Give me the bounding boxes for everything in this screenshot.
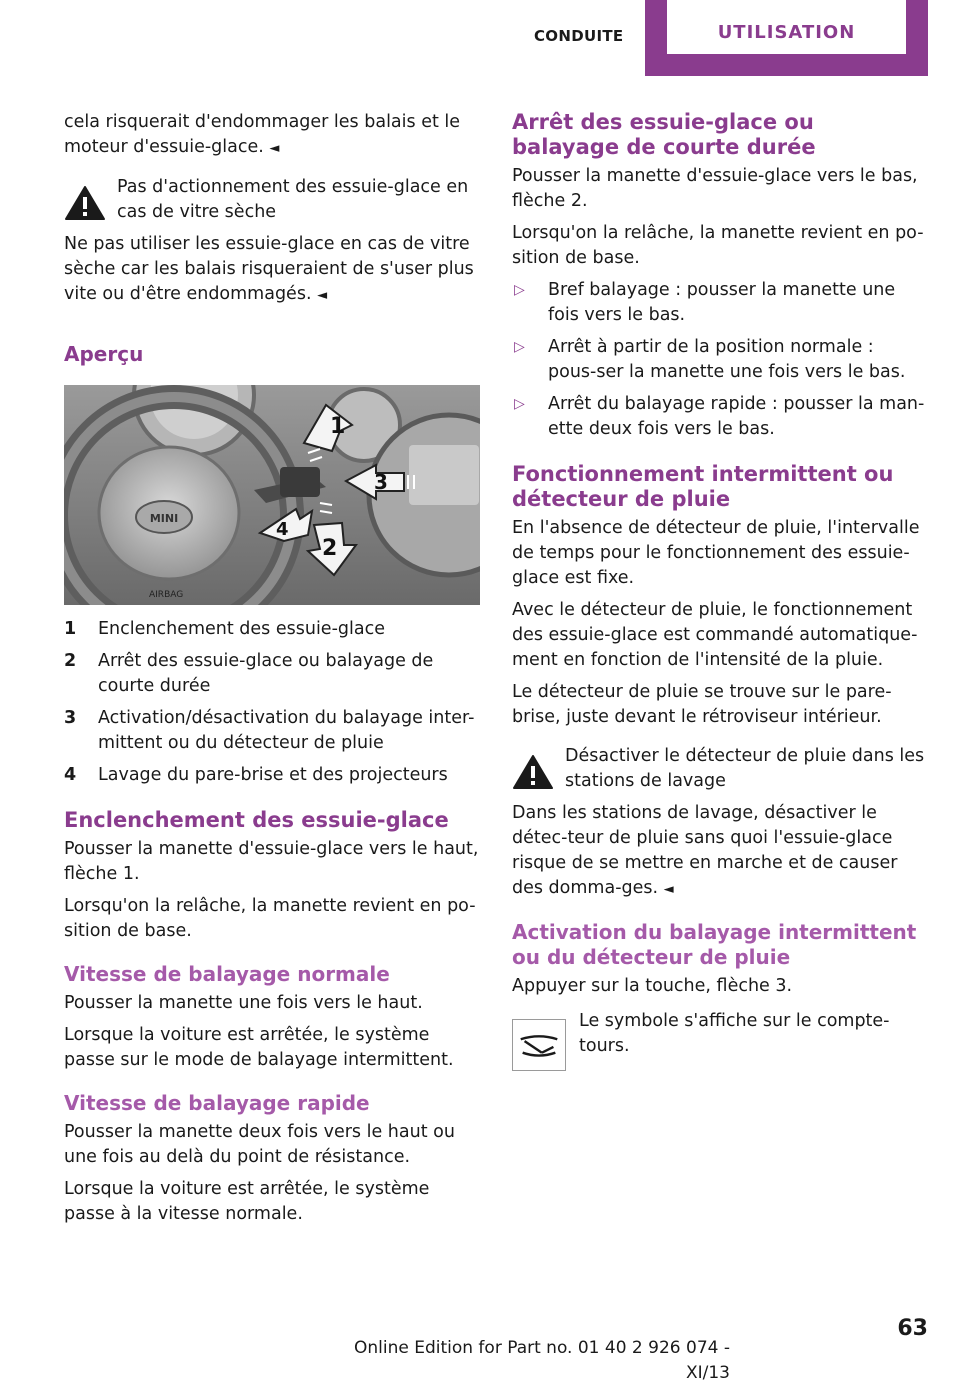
warning-triangle-icon: [512, 754, 554, 790]
end-mark: ◄: [317, 288, 328, 303]
intro-text: cela risquerait d'endommager les balais et le moteur d'essuie-glace.: [64, 112, 461, 157]
header-section-label: CONDUITE: [534, 27, 624, 45]
warning-body: [64, 232, 480, 308]
fast-paragraph-2: Lorsque la voiture est arrêtée, le système passe à la vitesse normale.: [64, 1179, 430, 1224]
legend-number: 1: [64, 619, 77, 639]
normal-paragraph-2: Lorsque la voiture est arrêtée, le système passe sur le mode de balayage intermittent.: [64, 1025, 454, 1070]
bullet-triangle-icon: ▷: [514, 396, 525, 412]
heading-normal-speed: Vitesse de balayage normale: [64, 962, 390, 986]
section-heading-overview: Aperçu: [64, 342, 144, 366]
bullet-triangle-icon: ▷: [514, 339, 525, 355]
bullet-text: Bref balayage : pousser la manette une fois vers le bas.: [548, 280, 896, 325]
legend-item: [64, 763, 480, 788]
right-column: [512, 110, 926, 1067]
heading-intermittent: Fonctionnement intermittent ou détecteur de pluie: [512, 462, 894, 511]
header-tab-label: UTILISATION: [667, 0, 906, 54]
legend-item: [64, 617, 480, 642]
end-mark: ◄: [663, 882, 674, 897]
legend-text: Arrêt des essuie-glace ou balayage de courte durée: [98, 651, 434, 696]
normal-paragraph-1: Pousser la manette une fois vers le haut.: [64, 993, 423, 1013]
intermittent-paragraph-2: Avec le détecteur de pluie, le fonctionnement des essuie-glace est commandé automatique-ment en fonction de l'intensité de la pluie.: [512, 600, 918, 670]
intermittent-paragraph-1: En l'absence de détecteur de pluie, l'intervalle de temps pour le fonctionnement des essuie-glace est fixe.: [512, 518, 920, 588]
legend-text: Activation/désactivation du balayage inter-mittent ou du détecteur de pluie: [98, 708, 475, 753]
warning-block: [64, 175, 480, 225]
legend-text: Lavage du pare-brise et des projecteurs: [98, 765, 448, 785]
heading-fast-speed: Vitesse de balayage rapide: [64, 1091, 370, 1115]
figure-logo-text: MINI: [149, 512, 179, 525]
page-number: 63: [897, 1316, 928, 1341]
engage-paragraph-1: Pousser la manette d'essuie-glace vers le haut, flèche 1.: [64, 839, 479, 884]
legend-item: [64, 649, 480, 699]
stop-paragraph-1: Pousser la manette d'essuie-glace vers le bas, flèche 2.: [512, 166, 918, 211]
steering-wheel-illustration: [64, 385, 480, 605]
activation-paragraph-1: Appuyer sur la touche, flèche 3.: [512, 976, 793, 996]
figure-label-1: 1: [330, 414, 346, 439]
warning-title: Pas d'actionnement des essuie-glace en cas de vitre sèche: [117, 177, 469, 222]
warning-title: Désactiver le détecteur de pluie dans les stations de lavage: [565, 746, 925, 791]
warning-block: [512, 744, 926, 794]
fast-paragraph-1: Pousser la manette deux fois vers le haut ou une fois au delà du point de résistance.: [64, 1122, 455, 1167]
bullet-text: Arrêt à partir de la position normale : pous-ser la manette une fois vers le bas.: [548, 337, 906, 382]
warning-body: [512, 801, 926, 902]
legend-number: 4: [64, 765, 77, 785]
legend-item: [64, 706, 480, 756]
warning-body-text: Dans les stations de lavage, désactiver le détec-teur de pluie sans quoi l'essuie-glace risque de se mettre en marche et de causer des domma-ges.: [512, 803, 898, 898]
bullet-list: [512, 278, 926, 442]
end-mark: ◄: [269, 141, 280, 156]
list-item: [512, 335, 926, 385]
list-item: [512, 392, 926, 442]
legend-number: 3: [64, 708, 77, 728]
heading-engage-wipers: Enclenchement des essuie-glace: [64, 808, 449, 832]
intro-paragraph: [64, 110, 480, 161]
heading-activation: Activation du balayage intermittent ou du détecteur de pluie: [512, 920, 917, 969]
figure-legend: [64, 617, 480, 788]
engage-paragraph-2: Lorsqu'on la relâche, la manette revient en po-sition de base.: [64, 896, 476, 941]
wiper-symbol-row: [512, 1009, 926, 1067]
warning-body-text: Ne pas utiliser les essuie-glace en cas de vitre sèche car les balais risqueraient de s'user plus vite ou d'être endommagés.: [64, 234, 474, 304]
figure-label-3: 3: [374, 470, 388, 494]
intermittent-paragraph-3: Le détecteur de pluie se trouve sur le pare-brise, juste devant le rétroviseur intérieur.: [512, 682, 892, 727]
stop-paragraph-2: Lorsqu'on la relâche, la manette revient en po-sition de base.: [512, 223, 924, 268]
legend-text: Enclenchement des essuie-glace: [98, 619, 385, 639]
footer-edition: Online Edition for Part no. 01 40 2 926 074 - XI/13: [353, 1338, 730, 1383]
bullet-text: Arrêt du balayage rapide : pousser la man-ette deux fois vers le bas.: [548, 394, 925, 439]
header-tab: [645, 0, 928, 76]
bullet-triangle-icon: ▷: [514, 282, 525, 298]
legend-number: 2: [64, 651, 77, 671]
warning-triangle-icon: [64, 185, 106, 221]
activation-paragraph-2: Le symbole s'affiche sur le compte-tours.: [579, 1011, 890, 1056]
heading-stop-wipers: Arrêt des essuie-glace ou balayage de courte durée: [512, 110, 816, 159]
steering-wheel-figure: [64, 385, 480, 605]
figure-label-4: 4: [276, 519, 289, 540]
figure-airbag-text: AIRBAG: [149, 590, 184, 600]
wiper-symbol-icon: [512, 1019, 566, 1071]
list-item: [512, 278, 926, 328]
figure-label-2: 2: [322, 536, 338, 561]
left-column: [64, 110, 480, 1234]
